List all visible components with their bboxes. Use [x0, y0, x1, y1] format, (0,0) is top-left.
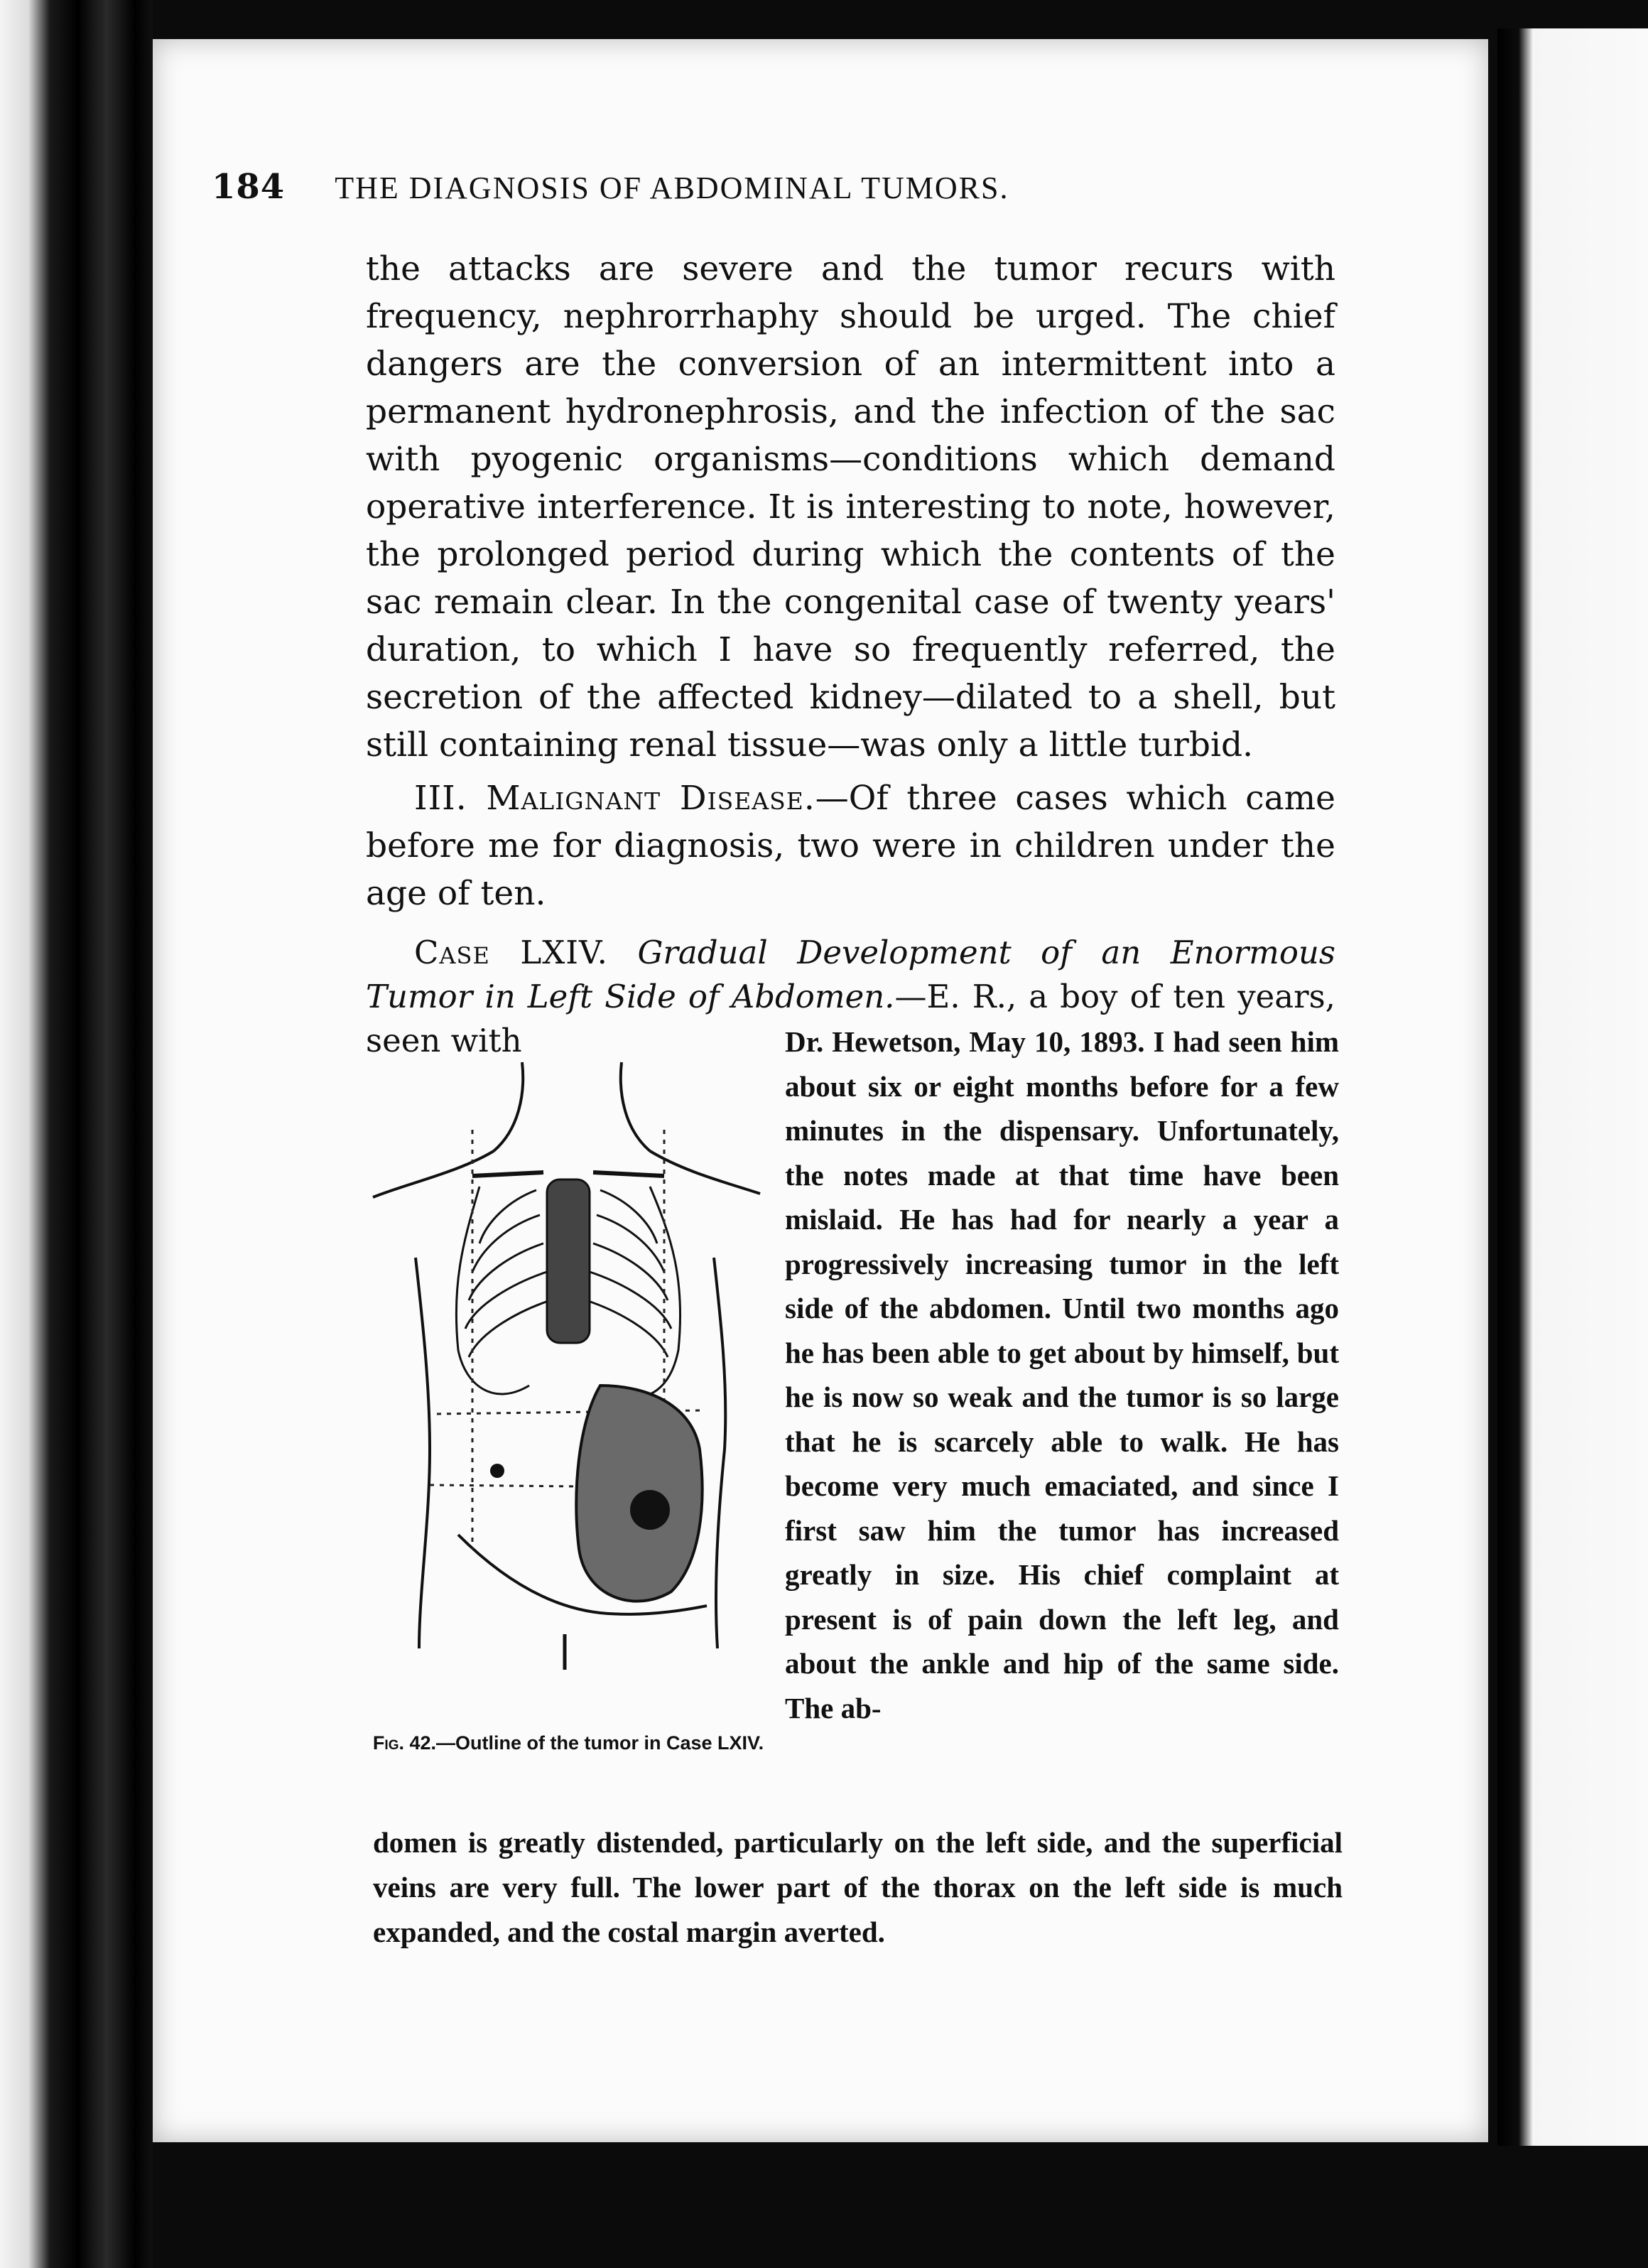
- caption-text: —Outline of the tumor in Case LXIV.: [436, 1732, 764, 1754]
- facing-page-edge: [1497, 28, 1648, 2146]
- figure-caption: [369, 1731, 767, 1755]
- case-text-wrapped: [785, 1020, 1339, 1730]
- paragraph-text: the attacks are severe and the tumor recurs with frequency, nephrorrhaphy should be urged. The chief dangers are the conversion of an intermittent into a permanent hydronephrosis, and the infection of the sac with pyogenic organisms—conditions which demand operative interference. It is interesting to note, however, the prolonged period during which the contents of the sac remain clear. In the congenital case of twenty years' duration, to which I have so frequently referred, the secretion of the affected kidney—dilated to a shell, but still containing renal tissue—was only a little turbid.: [366, 249, 1335, 765]
- case-text: Dr. Hewetson, May 10, 1893. I had seen him about six or eight months before for a few minutes in the dispensary. Unfortunately, the notes made at that time have been mislaid. He has had for nearly a year a progressively increasing tumor in the left side of the abdomen. Until two months ago he has been able to get about by himself, but he is now so weak and the tumor is so large that he is scarcely able to walk. He has become very much emaciated, and since I first saw him the tumor has increased greatly in size. His chief complaint at present is of pain down the left leg, and about the ankle and hip of the same side. The ab-: [785, 1025, 1339, 1724]
- case-label: Case LXIV.: [414, 934, 608, 971]
- body-paragraph-1: [366, 245, 1335, 769]
- continued-text: domen is greatly distended, particularly on the left side, and the superficial veins are very full. The lower part of the thorax on the left side is much expanded, and the costal margin averted.: [373, 1826, 1343, 1948]
- figure-label: Fig. 42.: [372, 1732, 437, 1754]
- torso-outline-drawing: [366, 1052, 764, 1698]
- paragraph-text: —Of three cases which came before me for diagnosis, two were in children under the age of ten.: [366, 779, 1335, 913]
- page-number: 184: [212, 167, 286, 207]
- section-heading: III. Malignant Disease.: [414, 779, 815, 818]
- book-binding-edge: [0, 0, 153, 2268]
- running-title: THE DIAGNOSIS OF ABDOMINAL TUMORS.: [335, 171, 1009, 205]
- body-paragraph-2: [366, 774, 1335, 917]
- figure-illustration: [366, 1052, 764, 1698]
- page-header: [212, 167, 1206, 207]
- case-text-continued: [373, 1820, 1343, 1955]
- case-intro: —E. R., a boy of ten years, seen with: [366, 978, 1335, 1059]
- case-title: Gradual Development of an Enormous Tumor in Left Side of Abdomen.: [366, 934, 1335, 1015]
